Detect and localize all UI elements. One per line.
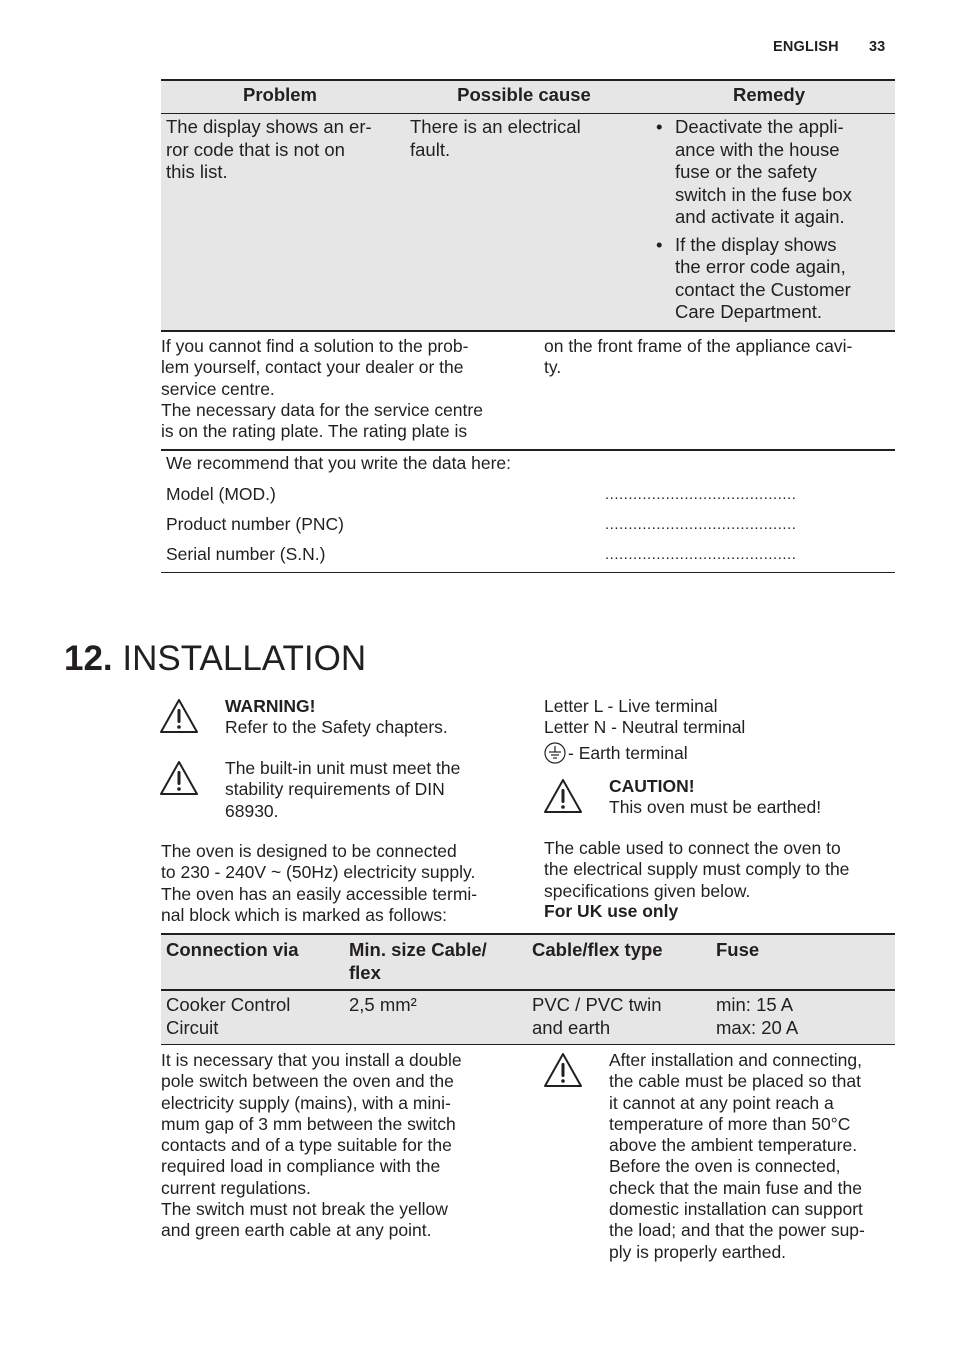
text-line: The cable used to connect the oven to <box>544 838 841 858</box>
text-line: ror code that is not on <box>166 138 345 160</box>
column-header-min-size: Min. size Cable/ flex <box>349 939 487 983</box>
problem-cell <box>166 116 401 184</box>
text-line: this list. <box>166 161 228 182</box>
pnc-label: Product number (PNC) <box>166 514 344 534</box>
text-line: the load; and that the power sup- <box>609 1220 865 1241</box>
warning-title: WARNING! <box>225 696 316 716</box>
caution-text: This oven must be earthed! <box>609 797 822 817</box>
table-rule <box>161 449 895 451</box>
table-rule <box>161 572 895 573</box>
text-line: required load in compliance with the <box>161 1156 441 1177</box>
text-line: It is necessary that you install a double <box>161 1050 462 1070</box>
switch-install-text <box>161 1050 531 1242</box>
warning-triangle-icon <box>159 698 199 734</box>
section-title <box>64 638 366 680</box>
pnc-value: ......................................... <box>605 516 797 533</box>
column-header-cause: Possible cause <box>457 84 591 105</box>
text-line: contact the Customer <box>675 278 851 300</box>
model-value: ......................................... <box>605 486 797 503</box>
text-line: The oven is designed to be connected <box>161 841 457 861</box>
remedy-item <box>654 116 894 229</box>
text-line: fuse or the safety <box>675 161 817 182</box>
text-line: is on the rating plate. The rating plate is <box>161 421 468 442</box>
text-line: The built-in unit must meet the <box>225 758 461 778</box>
remedy-item <box>654 234 894 324</box>
text-line: pole switch between the oven and the <box>161 1071 454 1092</box>
text-line: fault. <box>410 138 451 160</box>
text-line: mum gap of 3 mm between the switch <box>161 1113 456 1134</box>
text-line: • Deactivate the appli- <box>675 116 844 137</box>
fuse-cell: min: 15 A max: 20 A <box>716 994 799 1038</box>
text-line: above the ambient temperature. <box>609 1135 858 1156</box>
text-line: If you cannot find a solution to the prob- <box>161 336 469 356</box>
table-rule <box>161 1044 895 1045</box>
text-line: ance with the house <box>675 138 840 160</box>
earth-ground-icon <box>544 742 566 764</box>
text-line: temperature of more than 50°C <box>609 1113 851 1134</box>
text-line: The display shows an er- <box>166 116 372 137</box>
data-intro: We recommend that you write the data here: <box>166 453 511 473</box>
stability-note <box>225 758 515 822</box>
text-line: ty. <box>544 357 562 378</box>
warning-triangle-icon <box>543 778 583 814</box>
live-terminal: Letter L - Live terminal <box>544 696 718 716</box>
text-line: the electrical supply must comply to the <box>544 859 850 880</box>
text-line: it cannot at any point reach a <box>609 1092 834 1113</box>
serial-label: Serial number (S.N.) <box>166 544 326 564</box>
cable-type-cell: PVC / PVC twin and earth <box>532 994 662 1038</box>
text-line: current regulations. <box>161 1177 311 1198</box>
warning-triangle-icon <box>543 1052 583 1088</box>
text-line: and green earth cable at any point. <box>161 1220 432 1241</box>
text-line: the cable must be placed so that <box>609 1071 861 1092</box>
text-line: The switch must not break the yellow <box>161 1199 448 1220</box>
text-line: stability requirements of DIN <box>225 779 445 800</box>
text-line: domestic installation can support <box>609 1199 863 1220</box>
min-size-cell: 2,5 mm² <box>349 994 417 1015</box>
warning-text: Refer to the Safety chapters. <box>225 717 448 737</box>
section-title-text: INSTALLATION <box>122 639 367 678</box>
text-line: electricity supply (mains), with a mini- <box>161 1092 451 1113</box>
text-line: lem yourself, contact your dealer or the <box>161 357 464 378</box>
text-line: specifications given below. <box>544 880 751 901</box>
column-header-connection: Connection via <box>166 939 299 960</box>
earth-terminal <box>544 742 688 764</box>
text-line: ply is properly earthed. <box>609 1241 787 1262</box>
text-line: and activate it again. <box>675 206 845 227</box>
text-line: Care Department. <box>675 301 823 322</box>
oven-supply-text <box>161 841 531 926</box>
earth-terminal-label: - Earth terminal <box>568 743 688 763</box>
serial-value: ......................................... <box>605 546 797 563</box>
neutral-terminal: Letter N - Neutral terminal <box>544 717 746 737</box>
text-line: to 230 - 240V ~ (50Hz) electricity supply. <box>161 862 476 883</box>
warning-triangle-icon <box>159 760 199 796</box>
caution-title: CAUTION! <box>609 776 695 796</box>
text-line: the error code again, <box>675 256 846 277</box>
column-header-problem: Problem <box>242 84 318 105</box>
text-line: Before the oven is connected, <box>609 1156 841 1177</box>
text-line: There is an electrical <box>410 116 581 137</box>
text-line: on the front frame of the appliance cavi- <box>544 336 853 356</box>
connection-cell: Cooker Control Circuit <box>166 994 291 1038</box>
remedy-cell <box>654 116 894 329</box>
text-line: check that the main fuse and the <box>609 1177 862 1198</box>
text-line: The necessary data for the service centre <box>161 399 483 420</box>
language-label: ENGLISH <box>773 39 839 55</box>
text-line: The oven has an easily accessible termi- <box>161 883 478 904</box>
cause-cell <box>410 116 645 161</box>
page-number: 33 <box>869 39 886 55</box>
cable-spec-text <box>544 838 894 902</box>
text-line: switch in the fuse box <box>675 183 852 205</box>
section-number: 12. <box>64 639 113 678</box>
install-warning-text <box>609 1050 899 1263</box>
model-label: Model (MOD.) <box>166 484 276 504</box>
text-line: contacts and of a type suitable for the <box>161 1135 452 1156</box>
column-header-cable-type: Cable/flex type <box>532 939 663 960</box>
column-header-fuse: Fuse <box>716 939 760 960</box>
text-line: nal block which is marked as follows: <box>161 904 447 925</box>
text-line: After installation and connecting, <box>609 1050 862 1070</box>
table-rule <box>161 330 895 332</box>
service-info-right <box>544 336 894 379</box>
text-line: • If the display shows <box>675 233 837 255</box>
column-header-remedy: Remedy <box>733 84 805 105</box>
uk-only-label: For UK use only <box>544 901 679 921</box>
text-line: service centre. <box>161 378 275 399</box>
text-line: 68930. <box>225 800 279 821</box>
service-info-left <box>161 336 521 442</box>
